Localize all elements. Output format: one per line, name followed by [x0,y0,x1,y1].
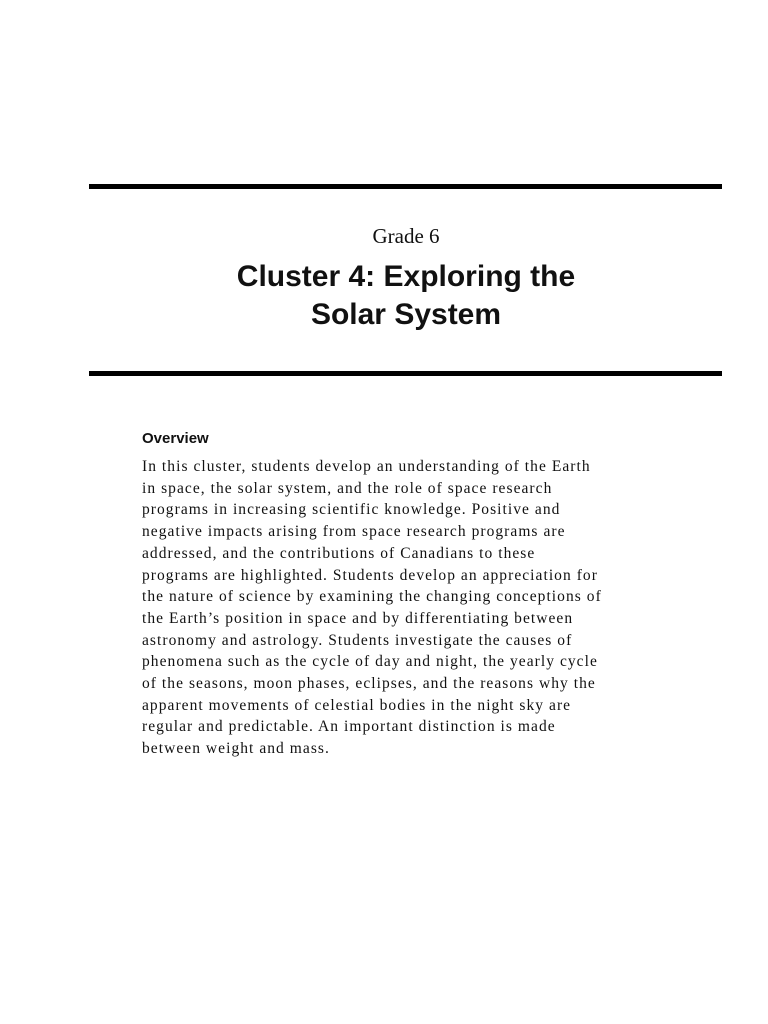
paragraph-line: programs in increasing scientific knowledge. Positive and [142,501,561,519]
top-divider [89,184,722,189]
bottom-divider [89,371,722,376]
paragraph-line: addressed, and the contributions of Canadians to these [142,544,536,562]
paragraph-line: in space, the solar system, and the role of space research [142,479,553,497]
paragraph-line: between weight and mass. [142,740,330,758]
paragraph-line: programs are highlighted. Students develop an appreciation for [142,566,598,584]
paragraph-line: of the seasons, moon phases, eclipses, and the reasons why the [142,675,596,693]
overview-paragraph [142,456,682,760]
paragraph-line: In this cluster, students develop an understanding of the Earth [142,458,591,475]
grade-label: Grade 6 [372,224,440,248]
cluster-title [0,258,768,334]
paragraph-line: the Earth’s position in space and by differentiating between [142,609,574,627]
paragraph-line: negative impacts arising from space research programs are [142,523,566,541]
overview-heading: Overview [142,430,209,447]
paragraph-line: the nature of science by examining the changing conceptions of [142,588,602,606]
cluster-title-line: Cluster 4: Exploring the [236,260,576,293]
paragraph-line: regular and predictable. An important distinction is made [142,718,556,736]
paragraph-line: apparent movements of celestial bodies in the night sky are [142,696,572,714]
paragraph-line: phenomena such as the cycle of day and night, the yearly cycle [142,653,598,671]
cluster-title-line: Solar System [310,298,502,331]
paragraph-line: astronomy and astrology. Students investigate the causes of [142,631,573,649]
